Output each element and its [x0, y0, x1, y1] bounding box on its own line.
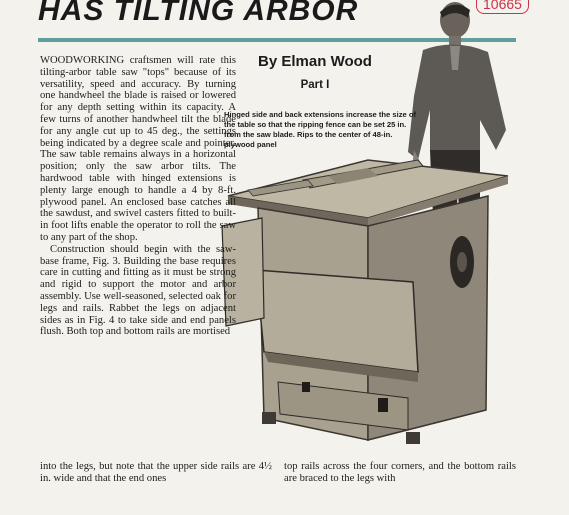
headline: HAS TILTING ARBOR [38, 0, 359, 27]
bottom-right-text: top rails across the four corners, and the bottom rails are braced to the legs with [284, 461, 516, 484]
paragraph-1: WOODWORKING craftsmen will rate this tilting-arbor table saw "tops" because of its versatility, speed and accuracy. By turning one handwheel the blade is raised or lowered for any depth setting within its capacity. A few turns of another handwheel tilt the blade for any angle cut up to 45 deg., the settings being indicated by a degree scale and pointer. The saw table remains always in a horizontal position; only the saw arbor tilts. The hardwood table with hinged extensions is plenty large enough to handle a 4 by 8-ft. plywood panel. An enclosed base catches all the sawdust, and swivel casters fitted to built-in foot lifts enable the operator to roll the saw to any part of the shop. [40, 55, 236, 243]
byline: By Elman Wood [258, 53, 372, 70]
paragraph-2: Construction should begin with the saw-base frame, Fig. 3. Building the base requires care in cutting and fitting as it must be strong and rigid to support the motor and arbor assembly. Use well-seasoned, selected oak for legs and rails. Rabbet the legs on adjacent sides as in Fig. 4 to take side and end panels flush. Both top and bottom rails are mortised [40, 243, 236, 338]
article-column-left [40, 55, 236, 338]
part-label: Part I [300, 79, 330, 91]
photo-caption: Hinged side and back extensions increase the size of the table so that the ripping fence can be set 25 in. from the saw blade. Rips to the center of 48-in. plywood panel [224, 110, 417, 149]
saw-base-cabinet [222, 196, 488, 444]
bottom-left-text: into the legs, but note that the upper side rails are 4½ in. wide and that the end ones [40, 461, 272, 484]
handwritten-stamp: 10665 [476, 0, 529, 14]
